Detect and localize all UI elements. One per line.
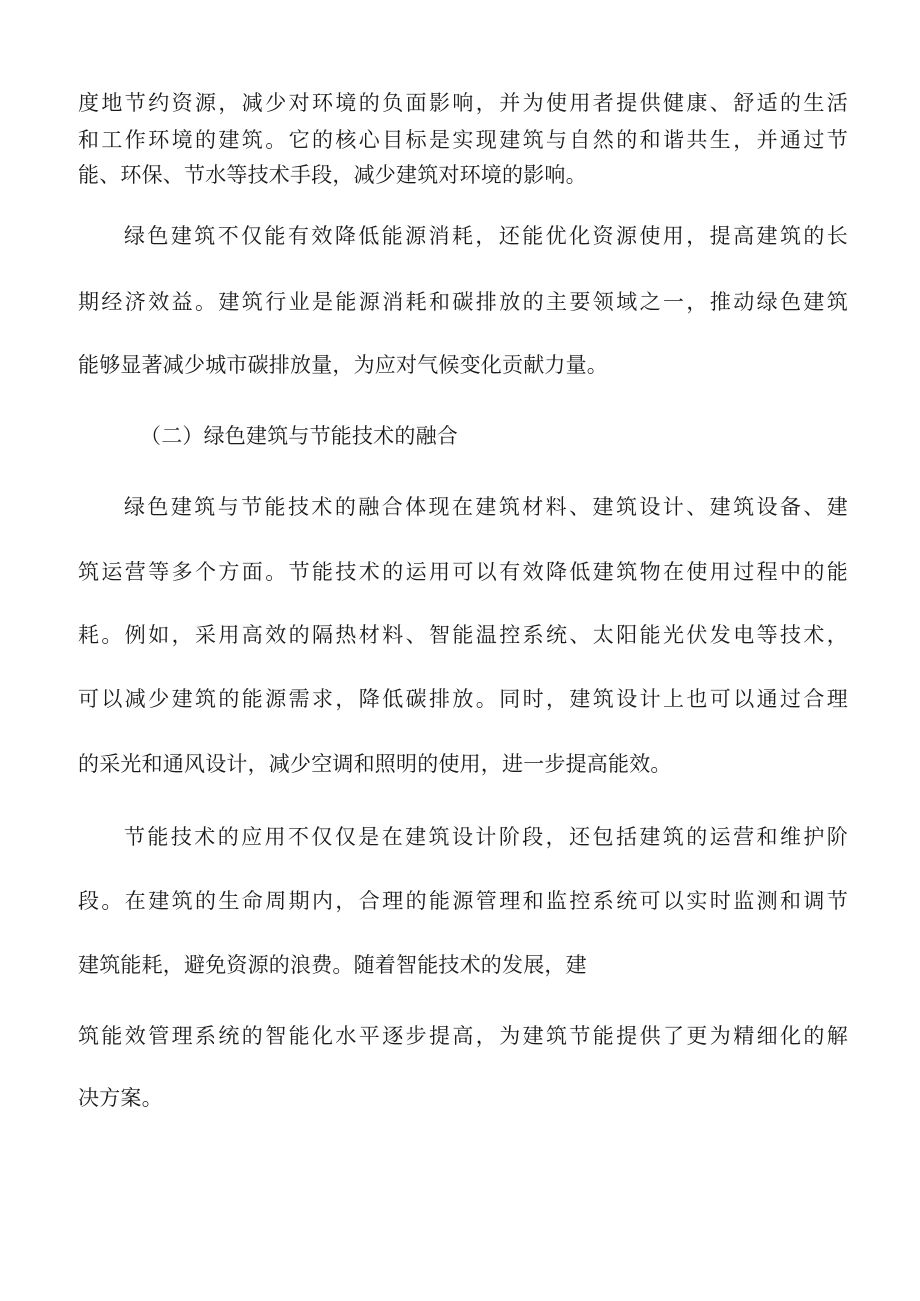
- section-heading: （二）绿色建筑与节能技术的融合: [140, 424, 458, 448]
- text-line: 建筑能耗，避免资源的浪费。随着智能技术的发展，建: [78, 953, 587, 977]
- text-line: 可以减少建筑的能源需求，降低碳排放。同时，建筑设计上也可以通过合理: [78, 687, 848, 711]
- text-line: 绿色建筑不仅能有效降低能源消耗，还能优化资源使用，提高建筑的长: [124, 224, 848, 248]
- text-line: 的采光和通风设计，减少空调和照明的使用，进一步提高能效。: [78, 752, 672, 776]
- text-line: 期经济效益。建筑行业是能源消耗和碳排放的主要领域之一，推动绿色建筑: [78, 290, 848, 314]
- text-line: 度地节约资源，减少对环境的负面影响，并为使用者提供健康、舒适的生活: [78, 91, 848, 115]
- text-line: 耗。例如，采用高效的隔热材料、智能温控系统、太阳能光伏发电等技术，: [78, 623, 848, 647]
- text-line: 决方案。: [78, 1086, 163, 1110]
- text-line: 绿色建筑与节能技术的融合体现在建筑材料、建筑设计、建筑设备、建: [124, 495, 848, 519]
- text-line: 能、环保、节水等技术手段，减少建筑对环境的影响。: [78, 163, 587, 187]
- text-line: 和工作环境的建筑。它的核心目标是实现建筑与自然的和谐共生，并通过节: [78, 128, 848, 152]
- text-line: 筑运营等多个方面。节能技术的运用可以有效降低建筑物在使用过程中的能: [78, 560, 848, 584]
- text-line: 筑能效管理系统的智能化水平逐步提高，为建筑节能提供了更为精细化的解: [78, 1024, 848, 1048]
- text-line: 节能技术的应用不仅仅是在建筑设计阶段，还包括建筑的运营和维护阶: [124, 825, 848, 849]
- text-line: 能够显著减少城市碳排放量，为应对气候变化贡献力量。: [78, 353, 608, 377]
- text-line: 段。在建筑的生命周期内，合理的能源管理和监控系统可以实时监测和调节: [78, 889, 848, 913]
